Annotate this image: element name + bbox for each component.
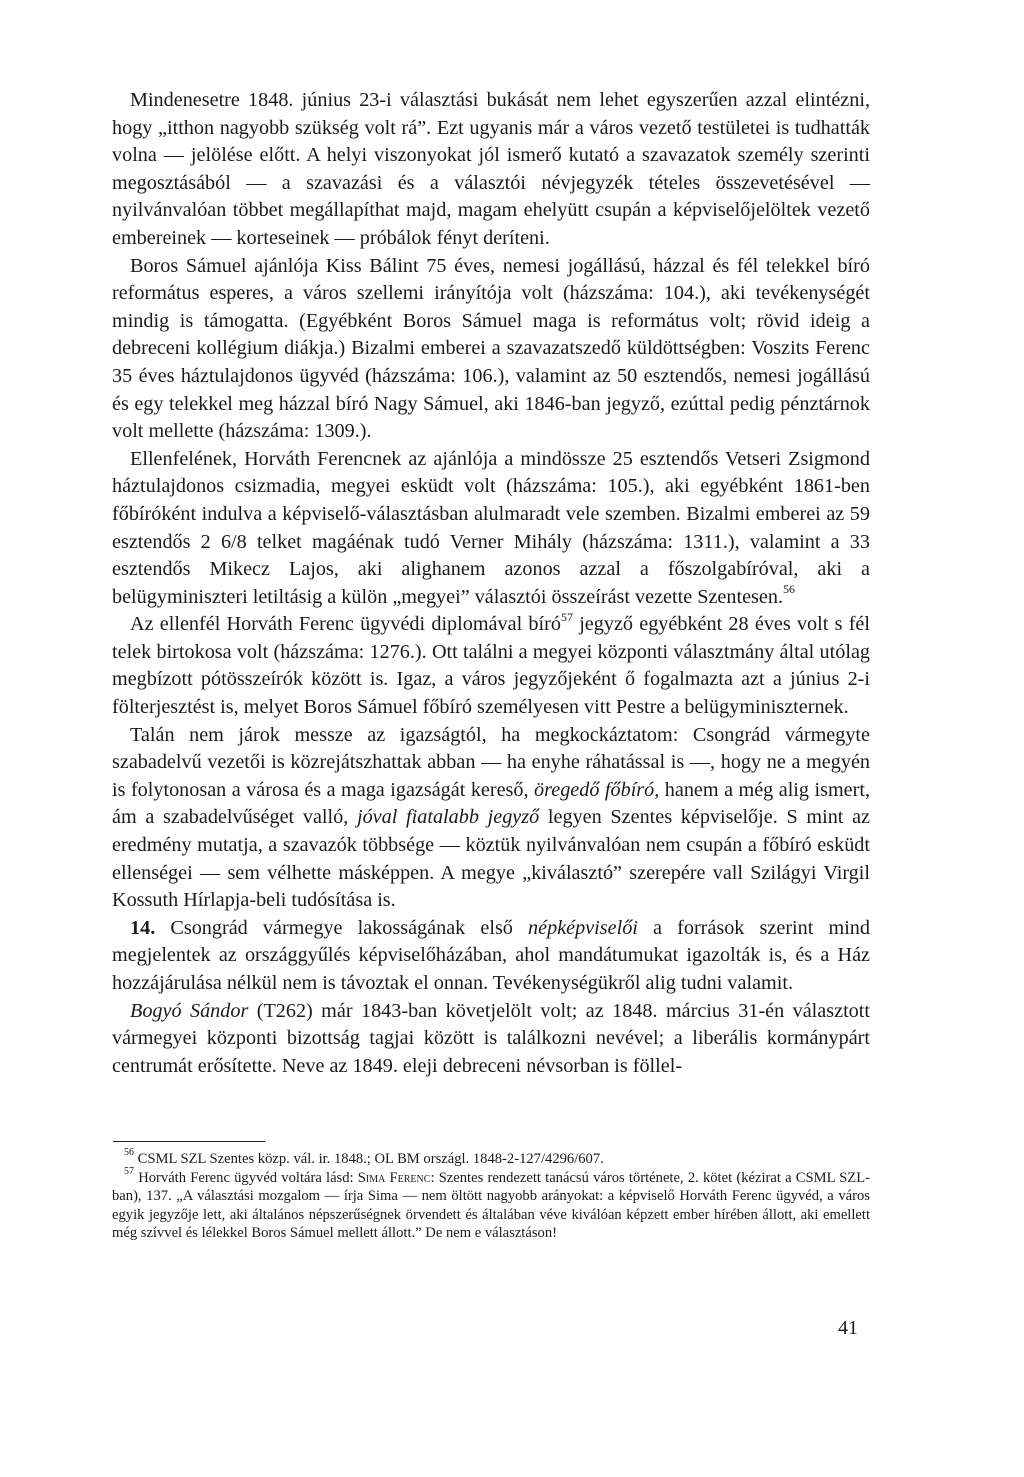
footnote-divider xyxy=(113,1141,265,1142)
paragraph-7: Bogyó Sándor (T262) már 1843-ban követjelölt volt; az 1848. március 31-én választott vármegyei központi bizottság tagjai között is találkozni nevével; a liberális kormánypárt centrumát erősítette. Neve az 1849. eleji debreceni névsorban is föllel- xyxy=(112,999,870,1077)
person-name: Bogyó Sándor xyxy=(130,999,249,1022)
paragraph-1: Mindenesetre 1848. június 23-i választási bukását nem lehet egyszerűen azzal elintézni, hogy „itthon nagyobb szükség volt rá”. Ezt ugyanis már a város vezető testületei is tudhatták volna — jelölése előtt. A helyi viszonyokat jól ismerő kutató a szavazatok személy szerinti megosztásából — a szavazási és a választói névjegyzék tételes összevetésével — nyilvánvalóan többet megállapíthat majd, magam ehelyütt csupán a képviselőjelöltek vezető embereinek — korteseinek — próbálok fényt deríteni. xyxy=(112,89,870,249)
section-number: 14. xyxy=(130,916,156,939)
paragraph-2: Boros Sámuel ajánlója Kiss Bálint 75 éves, nemesi jogállású, házzal és fél telekkel bíró református esperes, a város szellemi irányítója volt (házszáma: 104.), aki tevékenységét mindig is támogatta. (Egyébként Boros Sámuel maga is református volt; rövid ideig a debreceni kollégium diákja.) Bizalmi emberei a szavazatszedő küldöttségben: Voszits Ferenc 35 éves háztulajdonos ügyvéd (házszáma: 106.), valamint az 50 esztendős, nemesi jogállású és egy telekkel meg házzal bíró Nagy Sámuel, aki 1846-ban jegyző, ezúttal pedig pénztárnok volt mellette (házszáma: 1309.). xyxy=(112,254,870,443)
footnotes xyxy=(112,1147,870,1243)
italic-phrase: jóval fiatalabb jegyző xyxy=(356,806,540,829)
footnote-57: $^{57}$ Horváth Ferenc ügyvéd voltára lásd: Sima Ferenc: Szentes rendezett tanácsú város története, 2. kötet (kézirat a CSML SZL-ban), 137. „A választási mozgalom — írja Sima — nem öltött nagyobb arányokat: a képviselő Horváth Ferenc ügyvéd, a város egyik jegyzője lett, aki általános népszerűségnek örvendett és általában véve kiválóan képzett ember hírében állott, aki emellett még szívvel és lélekkel Boros Sámuel mellett állott.” De nem e választáson! xyxy=(112,1165,870,1242)
paragraph-3: Ellenfelének, Horváth Ferencnek az ajánlója a mindössze 25 esztendős Vetseri Zsigmond háztulajdonos csizmadia, megyei esküdt volt (házszáma: 105.), aki egyébként 1861-ben főbíróként indulva a képviselő-választásban alulmaradt vele szemben. Bizalmi emberei az 59 esztendős 2 6/8 telket magáénak tudó Verner Mihály (házszáma: 1311.), valamint a 33 esztendős Mikecz Lajos, aki alighanem azonos azzal a főszolgabíróval, aki a belügyminiszteri letiltásig a külön „megyei” választói összeírást vezette Szentesen.$^{56}$ xyxy=(112,447,870,608)
author-name: Sima Ferenc xyxy=(357,1169,431,1186)
footnote-56: $^{56}$ CSML SZL Szentes közp. vál. ir. 1848.; OL BM országl. 1848-2-127/4296/607. xyxy=(124,1147,604,1167)
paragraph-4: Az ellenfél Horváth Ferenc ügyvédi diplomával bíró$^{57}$ jegyző egyébként 28 éves volt s fél telek birtokosa volt (házszáma: 1276.). Ott találni a megyei központi választmány által utólag megbízott pótösszeírók között is. Igaz, a város jegyzőjeként ő fogalmazta azt a június 2-i fölterjesztést is, melyet Boros Sámuel főbíró személyesen vitt Pestre a belügyminiszternek. xyxy=(112,609,870,719)
italic-phrase: népképviselői xyxy=(528,916,638,939)
page-number: 41 xyxy=(838,1317,858,1339)
footnote-ref-56: 56 xyxy=(783,581,796,596)
italic-phrase: öregedő főbíró, xyxy=(534,778,660,801)
body-text xyxy=(112,87,870,1080)
paragraph-6: 14. Csongrád vármegye lakosságának első népképviselői a források szerint mind megjelentek az országgyűlés képviselőházában, ahol mandátumukat igazolták is, és a Ház hozzájárulása nélkül nem is távoztak el onnan. Tevékenységükről alig tudni valamit. xyxy=(112,916,870,994)
paragraph-5: Talán nem járok messze az igazságtól, ha megkockáztatom: Csongrád vármegyte szabadelvű vezetői is közrejátszhattak abban — ha enyhe ráhatással is —, hogy ne a megyén is folytonosan a városa és a maga igazságát kereső, öregedő főbíró, hanem a még alig ismert, ám a szabadelvűséget valló, jóval fiatalabb jegyző legyen Szentes képviselője. S mint az eredmény mutatja, a szavazók többsége — köztük nyilvánvalóan nem csupán a főbíró esküdt ellenségei — sem vélhette másképpen. A megye „kiválasztó” szerepére vall Szilágyi Virgil Kossuth Hírlapja-beli tudósítása is. xyxy=(112,723,871,912)
footnote-ref-57: 57 xyxy=(560,609,573,624)
